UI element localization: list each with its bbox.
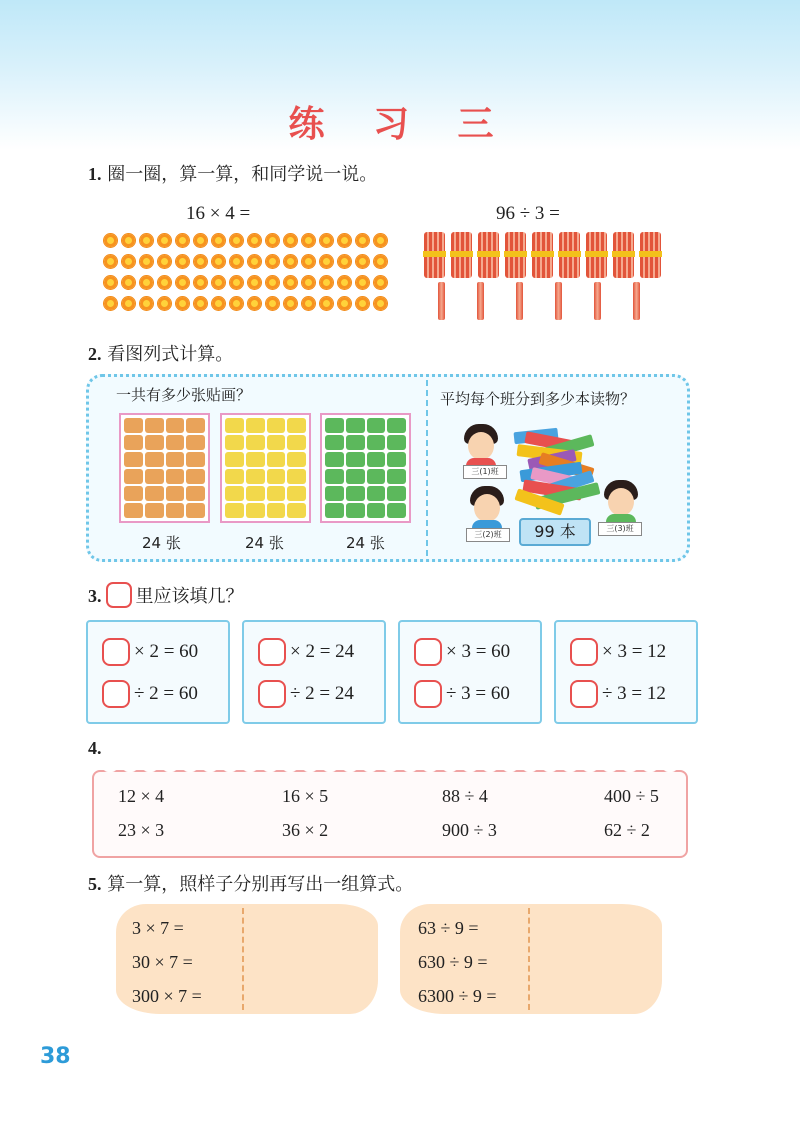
sticker (225, 435, 244, 450)
calc-item: 36 × 2 (282, 820, 329, 840)
sticker (145, 503, 164, 518)
sticker (145, 452, 164, 467)
sticker (145, 469, 164, 484)
sticker (367, 452, 386, 467)
calc-item: 630 ÷ 9 = (418, 952, 488, 972)
sticker (124, 486, 143, 501)
flower-dot (356, 297, 369, 310)
child-figure (470, 486, 504, 526)
calc-item: 63 ÷ 9 = (418, 918, 479, 938)
stick-bundle (505, 232, 526, 278)
stick-bundle (586, 232, 607, 278)
flower-dot (266, 297, 279, 310)
flower-dot (266, 234, 279, 247)
single-stick (477, 282, 484, 320)
stick-bundles (424, 232, 661, 278)
flower-dot (104, 276, 117, 289)
flower-dot (104, 297, 117, 310)
answer-blank[interactable] (102, 680, 130, 708)
flower-dot (230, 234, 243, 247)
sticker (124, 435, 143, 450)
sticker (267, 435, 286, 450)
q1-left-expression: 16 × 4 = (186, 203, 251, 224)
sticker (166, 418, 185, 433)
flower-dot (140, 255, 153, 268)
flower-dot (176, 234, 189, 247)
flower-dot (212, 297, 225, 310)
sticker (186, 486, 205, 501)
question-1-number: 1. (88, 164, 102, 184)
sticker (367, 486, 386, 501)
calc-item: 88 ÷ 4 (442, 786, 488, 806)
flower-dot (140, 297, 153, 310)
flower-dot (302, 255, 315, 268)
stick-bundle (451, 232, 472, 278)
sticker (325, 486, 344, 501)
question-4-panel (92, 770, 688, 858)
flower-dot (374, 276, 387, 289)
flower-dot (302, 297, 315, 310)
page-number: 38 (40, 1044, 71, 1069)
answer-blank[interactable] (258, 680, 286, 708)
equation-text: ÷ 2 = 24 (290, 683, 354, 704)
sticker (267, 452, 286, 467)
flower-dot (140, 234, 153, 247)
question-2-divider (426, 380, 428, 556)
flower-dot (194, 297, 207, 310)
child-figure (604, 480, 638, 520)
sticker (225, 503, 244, 518)
class-tag: 三(3)班 (598, 522, 642, 536)
flower-dot (374, 234, 387, 247)
sticker-prompt: 一共有多少张贴画？ (116, 386, 252, 404)
question-5-heading (88, 870, 413, 896)
question-3-heading (88, 582, 244, 608)
sticker (287, 503, 306, 518)
sticker (166, 435, 185, 450)
flower-dot (104, 234, 117, 247)
flower-dot (338, 255, 351, 268)
flower-dot (230, 276, 243, 289)
flower-dot (302, 234, 315, 247)
flower-dot (212, 255, 225, 268)
sticker (287, 486, 306, 501)
sticker (124, 469, 143, 484)
q1-right-expression: 96 ÷ 3 = (496, 203, 560, 224)
flower-dot (356, 234, 369, 247)
equation-text: ÷ 2 = 60 (134, 683, 198, 704)
sticker (225, 486, 244, 501)
stick-bundle (424, 232, 445, 278)
flower-dot (284, 297, 297, 310)
flower-dot (140, 276, 153, 289)
sticker (387, 435, 406, 450)
question-2-heading (88, 340, 233, 366)
flower-dot (158, 276, 171, 289)
flower-dot (212, 234, 225, 247)
sticker (267, 503, 286, 518)
flower-dot (356, 255, 369, 268)
question-3-text: 里应该填几？ (135, 586, 244, 607)
flower-dot (338, 234, 351, 247)
sticker (367, 418, 386, 433)
answer-blank[interactable] (570, 638, 598, 666)
child-figure (464, 424, 498, 464)
sticker (124, 452, 143, 467)
sticker (166, 486, 185, 501)
sheet-caption: 24 张 (142, 534, 181, 552)
sticker (387, 418, 406, 433)
blob-divider (242, 908, 244, 1010)
equation-text: × 2 = 60 (134, 641, 199, 662)
flower-dot (374, 255, 387, 268)
flower-dot (194, 276, 207, 289)
calc-item: 23 × 3 (118, 820, 165, 840)
flower-dot (176, 297, 189, 310)
sheet-caption: 24 张 (245, 534, 284, 552)
sticker (387, 486, 406, 501)
single-stick (516, 282, 523, 320)
sticker (267, 486, 286, 501)
equation-text: × 3 = 12 (602, 641, 667, 662)
flower-dot (194, 255, 207, 268)
sticker (166, 452, 185, 467)
flower-dot (158, 255, 171, 268)
question-5-text: 算一算，照样子分别再写出一组算式。 (107, 874, 414, 895)
sticker-sheet (119, 413, 210, 523)
answer-blank[interactable] (258, 638, 286, 666)
calc-item: 62 ÷ 2 (604, 820, 650, 840)
flower-dot (122, 276, 135, 289)
sticker (246, 435, 265, 450)
flower-dot (158, 234, 171, 247)
equation-text: ÷ 3 = 12 (602, 683, 666, 704)
sticker (387, 503, 406, 518)
fill-blank-card (554, 620, 698, 724)
flower-dot (104, 255, 117, 268)
calc-item: 6300 ÷ 9 = (418, 986, 497, 1006)
single-stick (594, 282, 601, 320)
calc-item: 16 × 5 (282, 786, 329, 806)
sheet-caption: 24 张 (346, 534, 385, 552)
flower-dot (176, 255, 189, 268)
flower-dot (338, 297, 351, 310)
flower-dot (374, 297, 387, 310)
sticker (346, 418, 365, 433)
sticker (325, 418, 344, 433)
sticker-sheet (320, 413, 411, 523)
flower-dot (302, 276, 315, 289)
question-4-heading (88, 738, 102, 759)
flower-dot (230, 255, 243, 268)
stick-bundle (559, 232, 580, 278)
scalloped-edge (100, 764, 680, 778)
single-stick (633, 282, 640, 320)
flower-dot (122, 297, 135, 310)
equation-text: × 3 = 60 (446, 641, 511, 662)
sticker (145, 435, 164, 450)
flower-dots-grid (104, 234, 392, 318)
sticker (287, 452, 306, 467)
sticker (246, 418, 265, 433)
calc-item: 400 ÷ 5 (604, 786, 659, 806)
page-title: 练 习 三 (288, 104, 512, 145)
question-2-text: 看图列式计算。 (107, 344, 234, 365)
sticker (387, 469, 406, 484)
fill-blank-card (398, 620, 542, 724)
flower-dot (266, 255, 279, 268)
answer-blank[interactable] (570, 680, 598, 708)
sticker (325, 452, 344, 467)
sticker (225, 469, 244, 484)
sticker (346, 503, 365, 518)
sticker (124, 503, 143, 518)
flower-dot (230, 297, 243, 310)
sticker (225, 452, 244, 467)
sticker-sheet (220, 413, 311, 523)
flower-dot (284, 234, 297, 247)
sticker (246, 503, 265, 518)
answer-blank[interactable] (102, 638, 130, 666)
answer-blank[interactable] (414, 680, 442, 708)
flower-dot (194, 234, 207, 247)
blob-divider (528, 908, 530, 1010)
sticker (325, 469, 344, 484)
question-3-number: 3. (88, 586, 102, 606)
flower-dot (248, 276, 261, 289)
books-total-label: 99 本 (519, 518, 591, 546)
sticker (166, 469, 185, 484)
flower-dot (320, 297, 333, 310)
question-2-number: 2. (88, 344, 102, 364)
sticker (145, 486, 164, 501)
reading-prompt: 平均每个班分到多少本读物？ (440, 390, 636, 408)
flower-dot (158, 297, 171, 310)
flower-dot (212, 276, 225, 289)
sticker (287, 418, 306, 433)
sticker (367, 435, 386, 450)
answer-blank[interactable] (414, 638, 442, 666)
sticker (225, 418, 244, 433)
sticker (346, 452, 365, 467)
flower-dot (284, 276, 297, 289)
question-1-text: 圈一圈，算一算，和同学说一说。 (107, 164, 378, 185)
sticker (267, 418, 286, 433)
question-1-heading (88, 160, 377, 186)
sticker (367, 503, 386, 518)
calc-item: 900 ÷ 3 (442, 820, 497, 840)
class-tag: 三(2)班 (466, 528, 510, 542)
calc-item: 12 × 4 (118, 786, 165, 806)
stick-bundle (532, 232, 553, 278)
single-stick (555, 282, 562, 320)
flower-dot (338, 276, 351, 289)
equation-text: ÷ 3 = 60 (446, 683, 510, 704)
single-stick (438, 282, 445, 320)
sticker (287, 469, 306, 484)
calc-item: 3 × 7 = (132, 918, 184, 938)
sticker (267, 469, 286, 484)
sticker (186, 503, 205, 518)
sticker (325, 503, 344, 518)
sticker (325, 435, 344, 450)
flower-dot (320, 276, 333, 289)
sticker (367, 469, 386, 484)
sticker (246, 452, 265, 467)
question-5-number: 5. (88, 874, 102, 894)
flower-dot (122, 234, 135, 247)
flower-dot (320, 234, 333, 247)
equation-text: × 2 = 24 (290, 641, 355, 662)
class-tag: 三(1)班 (463, 465, 507, 479)
books-pile (514, 424, 590, 508)
flower-dot (356, 276, 369, 289)
sticker (186, 435, 205, 450)
calc-item: 300 × 7 = (132, 986, 202, 1006)
sticker (186, 418, 205, 433)
sticker (387, 452, 406, 467)
sticker (124, 418, 143, 433)
flower-dot (266, 276, 279, 289)
sticker (186, 469, 205, 484)
sticker (246, 486, 265, 501)
sticker (166, 503, 185, 518)
sticker (346, 435, 365, 450)
flower-dot (248, 297, 261, 310)
sticker (186, 452, 205, 467)
flower-dot (284, 255, 297, 268)
fill-blank-card (242, 620, 386, 724)
sticker (145, 418, 164, 433)
sticker (246, 469, 265, 484)
sticker (287, 435, 306, 450)
sticker (346, 486, 365, 501)
stick-bundle (640, 232, 661, 278)
sticker (346, 469, 365, 484)
flower-dot (122, 255, 135, 268)
flower-dot (248, 234, 261, 247)
flower-dot (176, 276, 189, 289)
question-4-number: 4. (88, 738, 102, 758)
flower-dot (320, 255, 333, 268)
stick-bundle (613, 232, 634, 278)
single-sticks (438, 282, 640, 320)
stick-bundle (478, 232, 499, 278)
calc-item: 30 × 7 = (132, 952, 193, 972)
flower-dot (248, 255, 261, 268)
answer-box-icon (106, 582, 132, 608)
fill-blank-card (86, 620, 230, 724)
